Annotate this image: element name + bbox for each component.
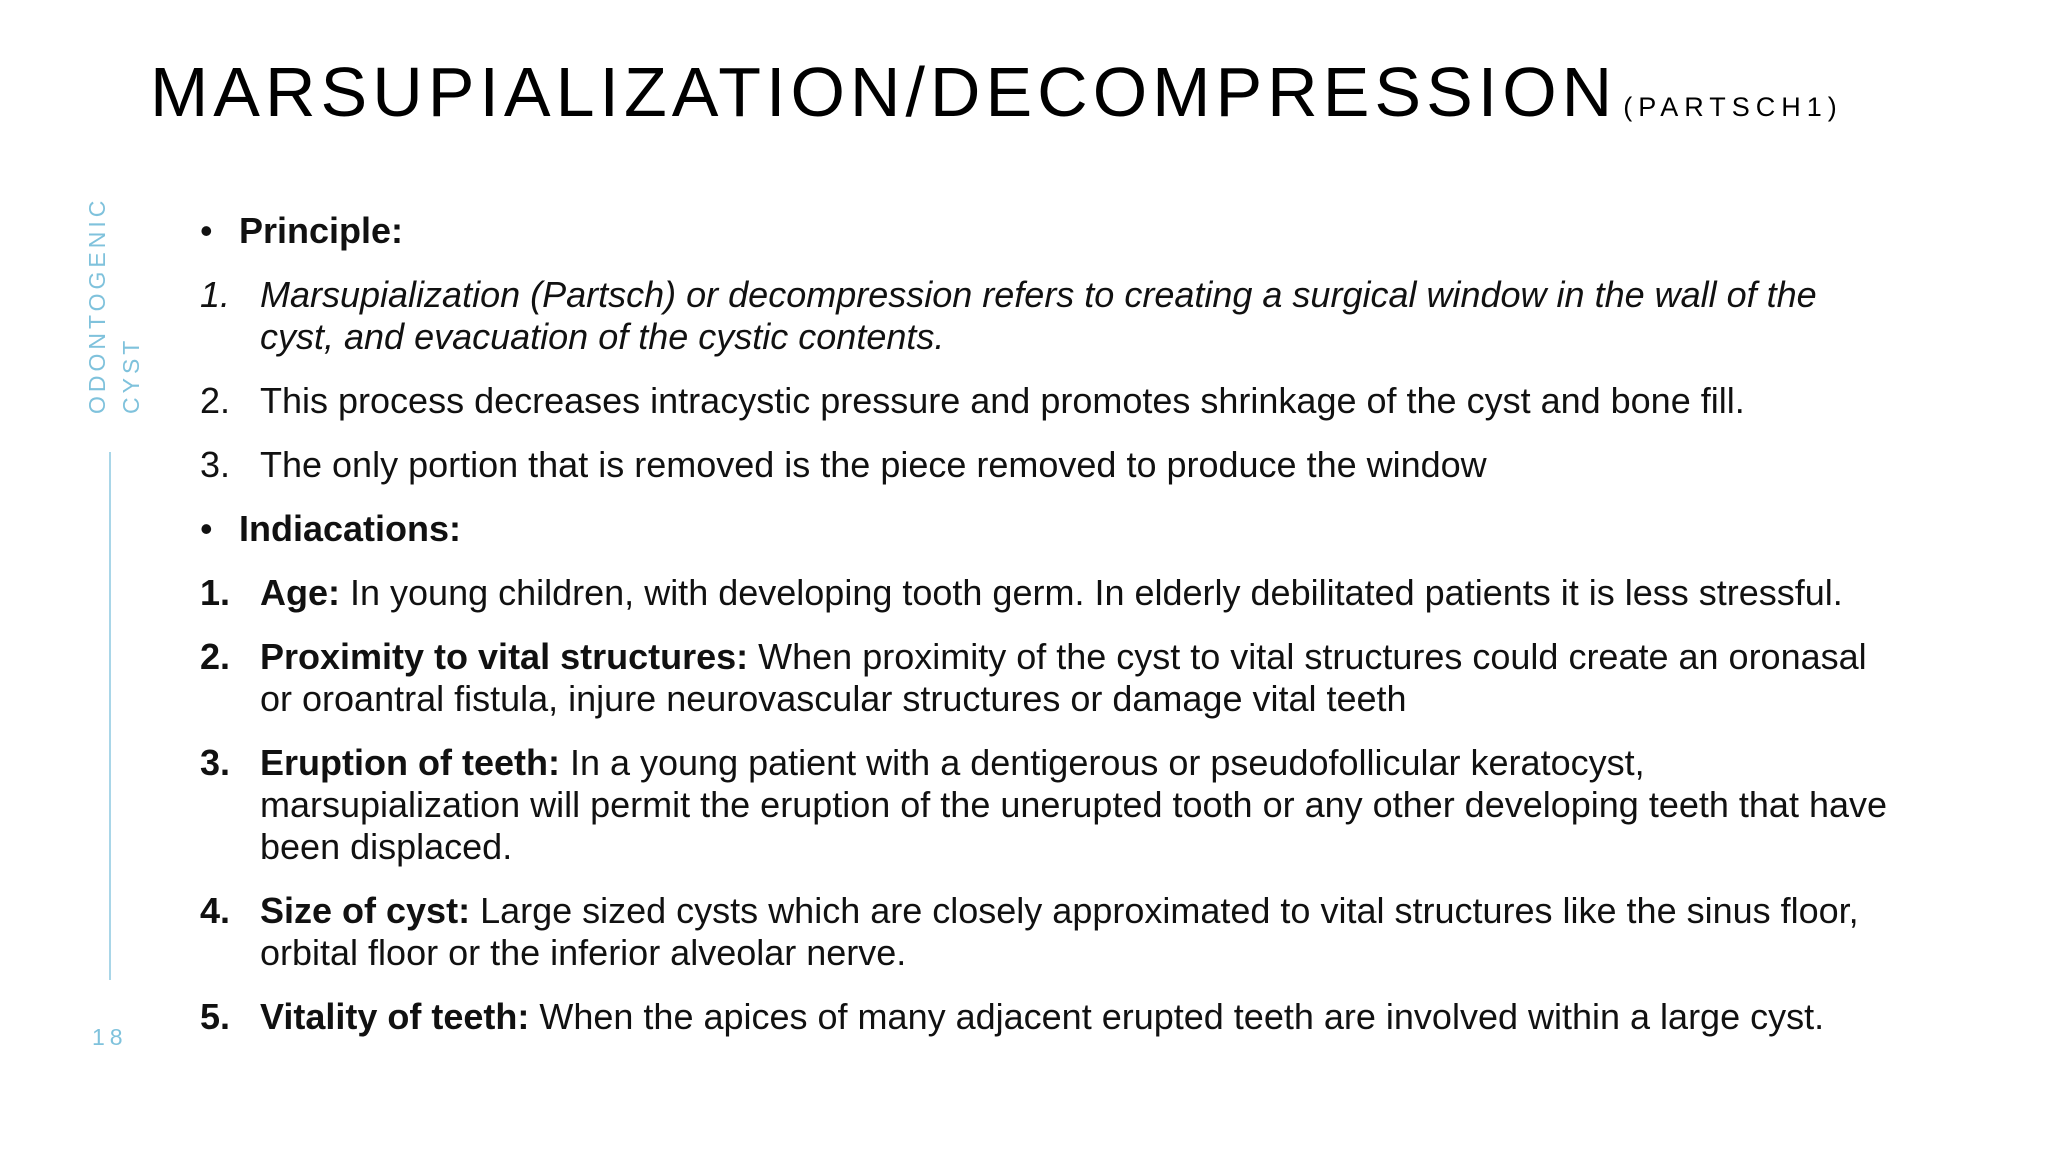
indications-heading: Indiacations: xyxy=(239,508,462,549)
item-text: Large sized cysts which are closely approximated to vital structures like the sinus floor, orbital floor or the inferior alveolar nerve. xyxy=(260,890,1859,973)
slide-title-main: MARSUPIALIZATION/DECOMPRESSION xyxy=(150,53,1618,131)
bullet-marker: • xyxy=(200,508,213,549)
item-number: 2. xyxy=(200,380,231,421)
principle-heading-row xyxy=(200,210,1890,252)
bullet-marker: • xyxy=(200,210,213,251)
item-body xyxy=(260,636,1890,720)
item-text: In a young patient with a dentigerous or pseudofollicular keratocyst, marsupialization will permit the eruption of the unerupted tooth or any other developing teeth that have been displaced. xyxy=(260,742,1888,867)
item-label: Vitality of teeth: xyxy=(260,996,530,1037)
principle-item xyxy=(200,380,1890,422)
principle-item xyxy=(200,444,1890,486)
item-text: The only portion that is removed is the piece removed to produce the window xyxy=(260,444,1487,485)
item-label: Eruption of teeth: xyxy=(260,742,560,783)
side-label-line-1: ODONTOGENIC xyxy=(84,196,110,414)
item-number: 5. xyxy=(200,996,231,1037)
item-number: 1. xyxy=(200,274,231,315)
item-text: When the apices of many adjacent erupted teeth are involved within a large cyst. xyxy=(529,996,1825,1037)
side-label-line-2: CYST xyxy=(118,336,144,414)
item-number: 2. xyxy=(200,636,231,677)
indication-item xyxy=(200,742,1890,868)
item-text: Marsupialization (Partsch) or decompression refers to creating a surgical window in the wall of the cyst, and evacuation of the cystic contents. xyxy=(260,274,1817,357)
item-number: 3. xyxy=(200,742,231,783)
item-body xyxy=(260,572,1890,614)
item-body xyxy=(260,742,1890,868)
slide-title xyxy=(150,52,1843,132)
slide-content xyxy=(200,210,1890,1060)
item-number: 1. xyxy=(200,572,231,613)
item-body xyxy=(260,890,1890,974)
section-side-label xyxy=(80,197,148,414)
indication-item xyxy=(200,890,1890,974)
item-label: Size of cyst: xyxy=(260,890,471,931)
item-body xyxy=(260,996,1890,1038)
principle-item xyxy=(200,274,1890,358)
item-text: When proximity of the cyst to vital structures could create an oronasal or oroantral fistula, injure neurovascular structures or damage vital teeth xyxy=(260,636,1867,719)
item-text: This process decreases intracystic pressure and promotes shrinkage of the cyst and bone fill. xyxy=(260,380,1745,421)
principle-heading: Principle: xyxy=(239,210,404,251)
item-label: Proximity to vital structures: xyxy=(260,636,749,677)
indication-item xyxy=(200,996,1890,1038)
indication-item xyxy=(200,636,1890,720)
indication-item xyxy=(200,572,1890,614)
item-number: 3. xyxy=(200,444,231,485)
item-number: 4. xyxy=(200,890,231,931)
slide-title-subscript: (PARTSCH1) xyxy=(1623,92,1843,122)
side-divider-line xyxy=(109,452,111,980)
item-label: Age: xyxy=(260,572,340,613)
item-text: In young children, with developing tooth germ. In elderly debilitated patients it is less stressful. xyxy=(340,572,1843,613)
page-number: 18 xyxy=(92,1024,128,1050)
indications-heading-row xyxy=(200,508,1890,550)
